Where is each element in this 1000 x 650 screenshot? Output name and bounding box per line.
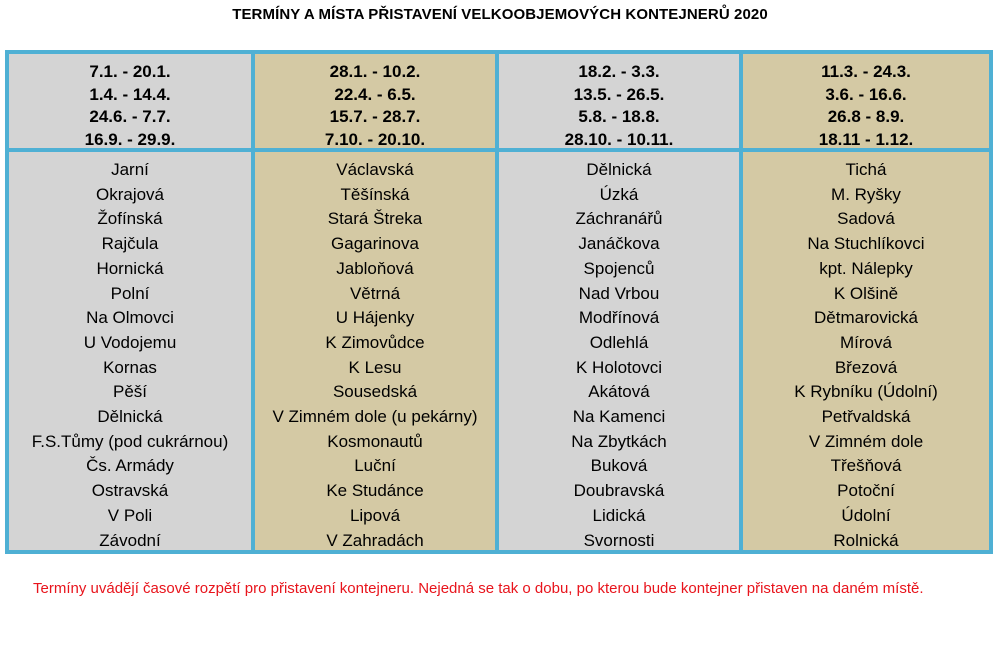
street-name: Na Kamenci — [572, 407, 666, 427]
street-name: Na Stuchlíkovci — [807, 234, 925, 254]
column-1 — [9, 54, 251, 550]
street-name: Dělnická — [97, 407, 163, 427]
column-2 — [255, 54, 495, 550]
street-name: Na Olmovci — [86, 308, 174, 328]
streets-list — [499, 158, 739, 553]
street-name: Údolní — [841, 505, 891, 525]
street-name: Janáčkova — [578, 234, 660, 254]
street-name: Na Zbytkách — [571, 431, 667, 451]
street-name: V Poli — [107, 505, 153, 525]
dates-block — [499, 54, 739, 152]
street-name: Rolnická — [833, 530, 899, 550]
street-name: Závodní — [99, 530, 161, 550]
date-range: 24.6. - 7.7. — [89, 107, 171, 126]
date-range: 22.4. - 6.5. — [334, 84, 416, 104]
date-range: 15.7. - 28.7. — [329, 107, 421, 126]
street-name: Čs. Armády — [86, 456, 174, 476]
street-name: Polní — [110, 283, 150, 303]
date-range: 16.9. - 29.9. — [84, 129, 176, 149]
header-divider — [5, 148, 993, 152]
street-name: Mírová — [840, 332, 892, 352]
street-name: Záchranářů — [575, 209, 663, 229]
street-name: Modřínová — [578, 308, 660, 328]
schedule-table — [5, 50, 993, 554]
date-range: 13.5. - 26.5. — [573, 84, 665, 104]
date-range: 26.8 - 8.9. — [827, 107, 905, 126]
date-range: 18.2. - 3.3. — [578, 62, 660, 81]
street-name: Lipová — [349, 505, 401, 525]
street-name: Hornická — [96, 258, 164, 278]
street-name: Jabloňová — [336, 258, 414, 278]
street-name: Dělnická — [586, 160, 652, 179]
street-name: Dětmarovická — [814, 308, 918, 328]
street-name: Odlehlá — [589, 332, 649, 352]
street-name: Potoční — [837, 481, 895, 501]
street-name: V Zimném dole — [808, 431, 924, 451]
date-range: 28.1. - 10.2. — [329, 62, 421, 81]
street-name: U Vodojemu — [83, 332, 177, 352]
street-name: Větrná — [349, 283, 401, 303]
date-range: 18.11 - 1.12. — [818, 129, 914, 149]
street-name: K Holotovci — [576, 357, 662, 377]
street-name: Jarní — [111, 160, 149, 179]
street-name: Březová — [834, 357, 898, 377]
street-name: F.S.Tůmy (pod cukrárnou) — [31, 431, 229, 451]
street-name: Kornas — [103, 357, 157, 377]
street-name: Akátová — [588, 382, 650, 402]
street-name: Spojenců — [583, 258, 655, 278]
column-4 — [743, 54, 989, 550]
street-name: Okrajová — [95, 184, 165, 204]
street-name: Svornosti — [583, 530, 655, 550]
street-name: Ostravská — [91, 481, 169, 501]
street-name: Kosmonautů — [327, 431, 423, 451]
street-name: Václavská — [336, 160, 414, 179]
street-name: U Hájenky — [335, 308, 415, 328]
street-name: M. Ryšky — [831, 184, 901, 204]
street-name: K Rybníku (Údolní) — [794, 382, 938, 402]
street-name: Gagarinova — [331, 234, 419, 254]
street-name: Pěší — [112, 382, 148, 402]
street-name: Tichá — [845, 160, 887, 179]
street-name: V Zahradách — [326, 530, 424, 550]
street-name: Stará Štreka — [327, 209, 423, 229]
street-name: Těšínská — [340, 184, 410, 204]
street-name: Lidická — [592, 505, 646, 525]
street-name: Sousedská — [332, 382, 418, 402]
street-name: Žofínská — [97, 209, 163, 229]
dates-block — [9, 54, 251, 152]
street-name: V Zimném dole (u pekárny) — [272, 407, 478, 427]
dates-block — [743, 54, 989, 152]
date-range: 28.10. - 10.11. — [564, 129, 674, 149]
footnote: Termíny uvádějí časové rozpětí pro přistavení kontejneru. Nejedná se tak o dobu, po kterou bude kontejner přistaven na daném místě. — [33, 580, 924, 597]
streets-list — [743, 158, 989, 553]
streets-list — [255, 158, 495, 553]
street-name: Nad Vrbou — [578, 283, 660, 303]
street-name: K Olšině — [833, 283, 899, 303]
page-title: TERMÍNY A MÍSTA PŘISTAVENÍ VELKOOBJEMOVÝCH KONTEJNERŮ 2020 — [232, 6, 768, 23]
street-name: Luční — [354, 456, 396, 476]
date-range: 5.8. - 18.8. — [578, 107, 660, 126]
street-name: Úzká — [599, 184, 639, 204]
street-name: Doubravská — [573, 481, 665, 501]
street-name: Třešňová — [830, 456, 902, 476]
street-name: kpt. Nálepky — [819, 258, 913, 278]
date-range: 3.6. - 16.6. — [825, 84, 907, 104]
column-3 — [499, 54, 739, 550]
street-name: Rajčula — [101, 234, 159, 254]
street-name: K Zimovůdce — [325, 332, 425, 352]
date-range: 7.1. - 20.1. — [89, 62, 171, 81]
street-name: Ke Studánce — [326, 481, 424, 501]
date-range: 1.4. - 14.4. — [89, 84, 171, 104]
street-name: Sadová — [837, 209, 895, 229]
street-name: Petřvaldská — [821, 407, 911, 427]
date-range: 7.10. - 20.10. — [324, 129, 426, 149]
streets-list — [9, 158, 251, 553]
street-name: Buková — [590, 456, 648, 476]
street-name: K Lesu — [348, 357, 402, 377]
date-range: 11.3. - 24.3. — [821, 62, 911, 81]
dates-block — [255, 54, 495, 152]
